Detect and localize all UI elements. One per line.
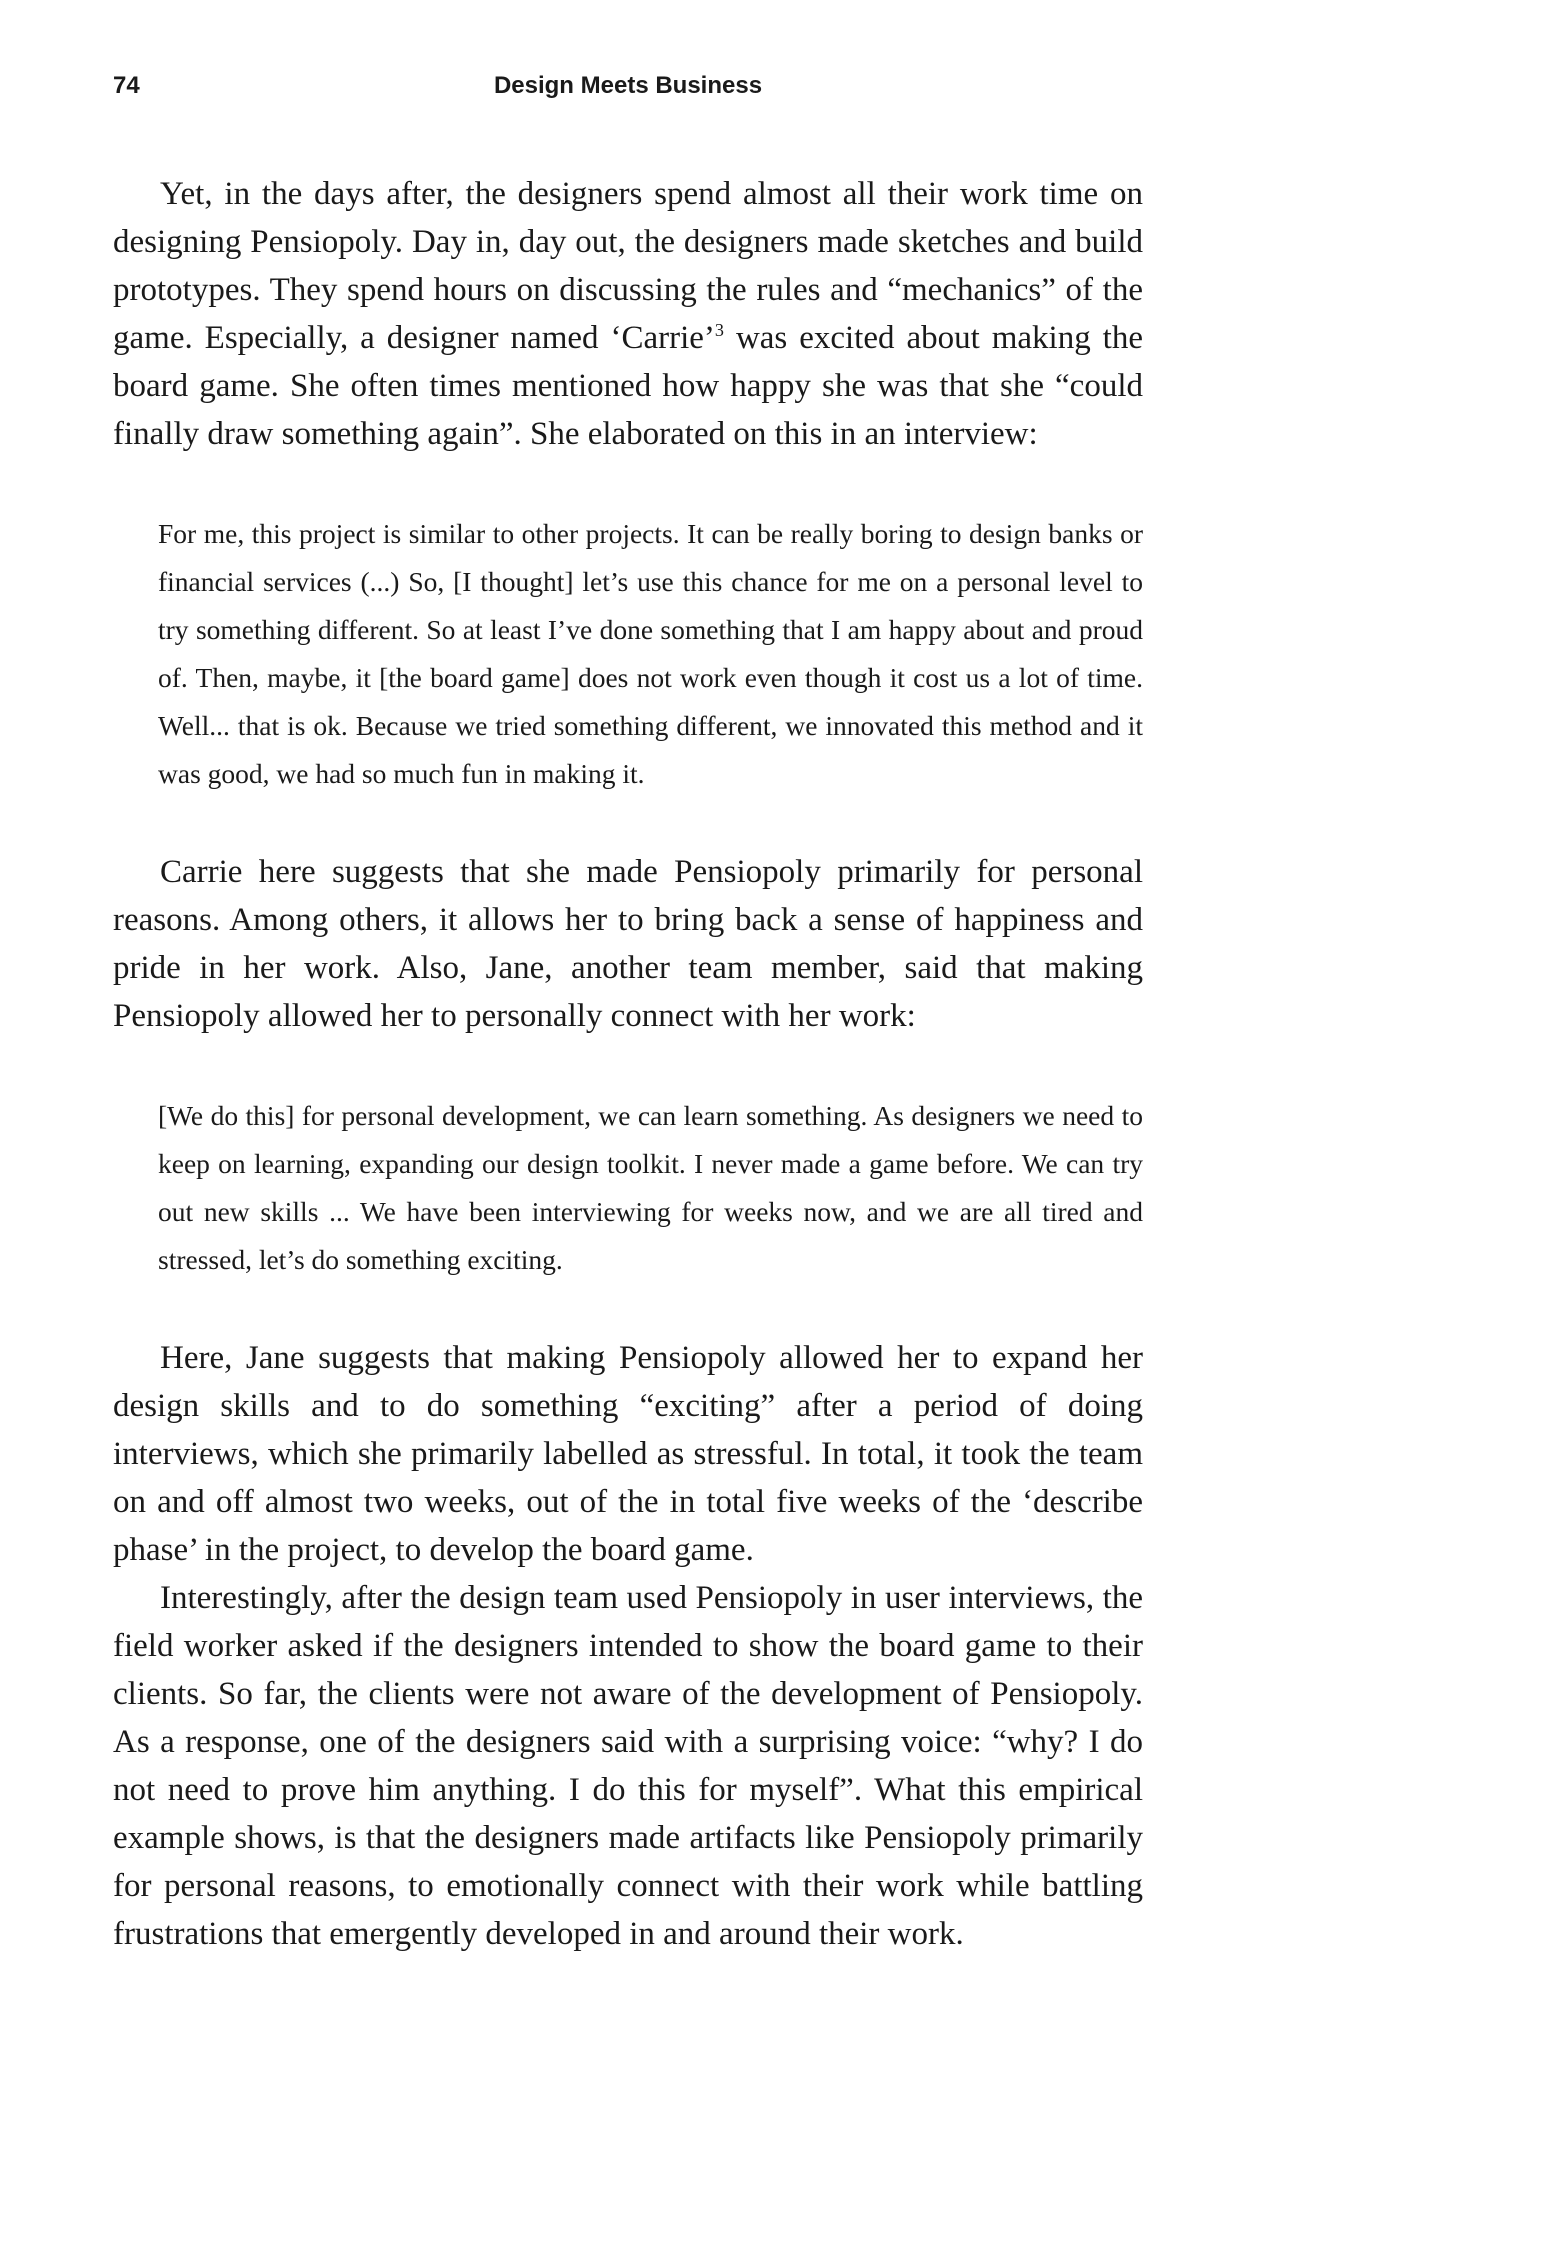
footnote-marker: 3 [714, 320, 724, 340]
paragraph-3: Here, Jane suggests that making Pensiopoly allowed her to expand her design skills and to do something “exciting” after a period of doing interviews, which she primarily labelled as stressful. In total, it took the team on and off almost two weeks, out of the in total five weeks of the ‘describe phase’ in the project, to develop the board game. [113, 1340, 1143, 1568]
block-quote-carrie: For me, this project is similar to other projects. It can be really boring to design banks or financial services (...) So, [I thought] let’s use this chance for me on a personal level to try something different. So at least I’ve done something that I am happy about and proud of. Then, maybe, it [the board game] does not work even though it cost us a lot of time. Well... that is ok. Because we tried something different, we innovated this method and it was good, we had so much fun in making it. [158, 518, 1143, 789]
paragraph-1-text-a: Yet, in the days after, the designers spend almost all their work time on designing Pensiopoly. Day in, day out, the designers made sketches and build prototypes. They spend hours on discussing the rules and “mechanics” of the game. Especially, a designer named ‘Carrie’ [113, 176, 1143, 356]
body-text [113, 170, 1143, 1958]
block-quote-jane: [We do this] for personal development, we can learn something. As designers we need to keep on learning, expanding our design toolkit. I never made a game before. We can try out new skills ... We have been interviewing for weeks now, and we are all tired and stressed, let’s do something exciting. [158, 1100, 1143, 1275]
paragraph-1 [113, 170, 1143, 458]
paragraph-1-text-b: was excited about making the board game. She often times mentioned how happy she was that she “could finally draw something again”. She elaborated on this in an interview: [113, 320, 1143, 452]
paragraph-4: Interestingly, after the design team used Pensiopoly in user interviews, the field worker asked if the designers intended to show the board game to their clients. So far, the clients were not aware of the development of Pensiopoly. As a response, one of the designers said with a surprising voice: “why? I do not need to prove him anything. I do this for myself”. What this empirical example shows, is that the designers made artifacts like Pensiopoly primarily for personal reasons, to emotionally connect with their work while battling frustrations that emergently developed in and around their work. [113, 1580, 1143, 1952]
page-number: 74 [113, 72, 140, 99]
running-head [113, 68, 1143, 104]
paragraph-2: Carrie here suggests that she made Pensiopoly primarily for personal reasons. Among others, it allows her to bring back a sense of happiness and pride in her work. Also, Jane, another team member, said that making Pensiopoly allowed her to personally connect with her work: [113, 854, 1143, 1034]
book-title: Design Meets Business [493, 72, 763, 99]
